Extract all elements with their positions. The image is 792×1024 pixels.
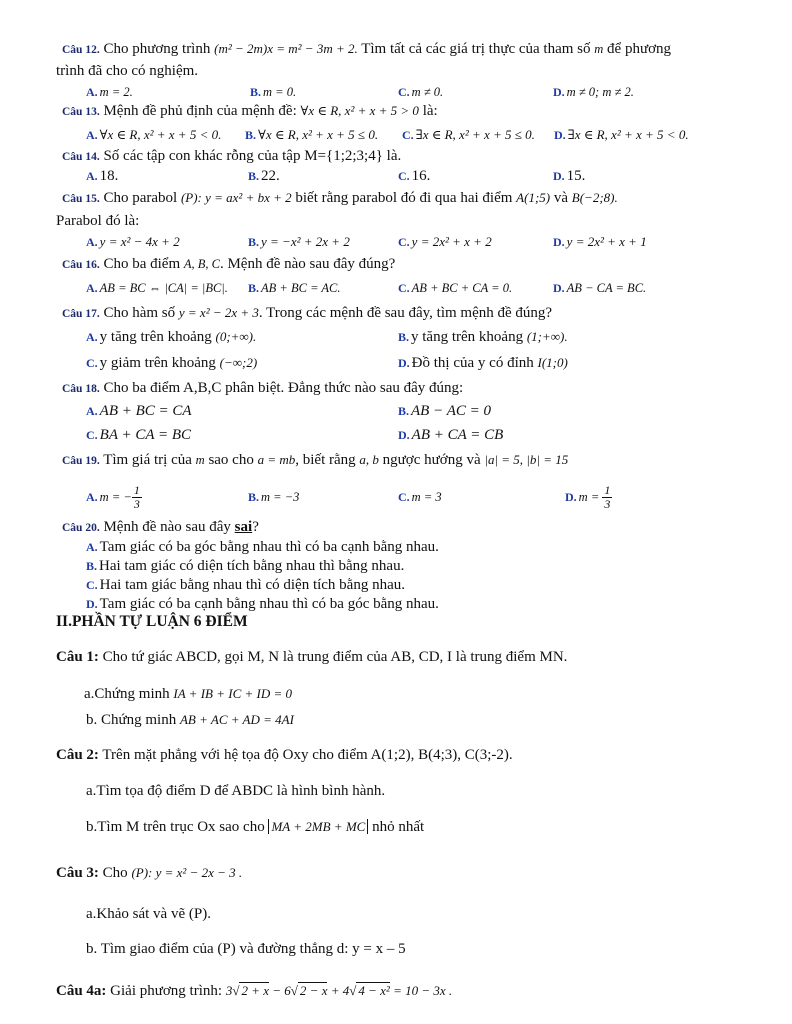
q15-stem-line2: Parabol đó là:	[56, 213, 140, 229]
q17-option-c[interactable]	[86, 354, 257, 372]
essay1-stem	[56, 648, 567, 666]
q12-stem-b: Tìm tất cả các giá trị thực của tham số	[361, 41, 591, 57]
option-text: AB − CA = BC.	[566, 281, 647, 295]
option-text: m =	[578, 490, 603, 504]
option-text: Đồ thị của y có đỉnh	[411, 355, 534, 371]
option-letter: A.	[86, 169, 98, 183]
option-letter: C.	[398, 281, 410, 295]
q18-stem	[62, 379, 463, 398]
option-text: AB + BC = AC.	[261, 281, 341, 295]
q12-option-b[interactable]	[250, 83, 296, 101]
option-letter: B.	[250, 85, 262, 99]
option-text: m = −3	[261, 490, 300, 504]
q20-stem	[62, 518, 259, 537]
option-letter: D.	[553, 235, 565, 249]
q12-stem-c: để phương	[607, 41, 672, 57]
q16-option-b[interactable]	[248, 279, 341, 297]
essay2-part-a: a.Tìm tọa độ điểm D để ABDC là hình bình hành.	[86, 783, 386, 799]
q15-point-b: B(−2;8).	[571, 190, 618, 205]
option-letter: C.	[86, 428, 98, 442]
option-letter: D.	[553, 281, 565, 295]
option-text: y = x² − 4x + 2	[99, 234, 180, 249]
essay4-stem	[56, 982, 452, 1000]
option-text: ∀x ∈ R, x² + x + 5 < 0.	[99, 127, 222, 142]
q18-option-c[interactable]	[86, 426, 191, 444]
q19-vectors: a, b	[359, 452, 379, 467]
q12-equation: (m² − 2m)x = m² − 3m + 2.	[214, 41, 358, 56]
q19-param: m	[195, 453, 205, 467]
option-text: m = 0.	[263, 85, 297, 99]
option-text: Tam giác có ba góc bằng nhau thì có ba cạnh bằng nhau.	[99, 539, 439, 555]
q19-option-c[interactable]	[398, 488, 442, 506]
option-letter: A.	[86, 85, 98, 99]
option-text: Tam giác có ba cạnh bằng nhau thì có ba góc bằng nhau.	[99, 596, 439, 612]
equation-rhs: = 10 − 3x .	[389, 983, 453, 998]
essay1-part-a-formula: IA + IB + IC + ID = 0	[173, 686, 293, 701]
fraction-numerator: 1	[133, 483, 140, 498]
q12-option-d[interactable]	[553, 83, 634, 101]
option-letter: B.	[248, 169, 260, 183]
q13-option-c[interactable]	[402, 126, 535, 144]
q16-label: Câu 16.	[62, 259, 100, 271]
q16-option-a[interactable]	[86, 279, 228, 297]
q19-option-d[interactable]	[565, 480, 612, 514]
q13-option-a[interactable]	[86, 126, 221, 144]
essay4-equation: 3√ 2 + x − 6√ 2 − x + 4√ 4 − x² = 10 − 3x .	[225, 983, 453, 998]
q12-stem-a: Cho phương trình	[103, 41, 211, 57]
essay2-part-b-tail: nhỏ nhất	[372, 819, 425, 835]
option-text: m = 3	[411, 490, 442, 504]
q14-stem	[62, 147, 401, 166]
fraction-denominator: 3	[604, 497, 611, 512]
q16-points: A, B, C	[183, 257, 220, 271]
q20-option-d[interactable]	[86, 595, 439, 613]
option-letter: B.	[248, 490, 260, 504]
essay1-part-a-label: a.Chứng minh	[84, 686, 170, 702]
q19-label: Câu 19.	[62, 455, 100, 467]
option-text: 18.	[99, 168, 119, 184]
option-text: 15.	[566, 168, 586, 184]
q15-formula: (P): y = ax² + bx + 2	[180, 190, 292, 205]
q19-stem-d: ngược hướng và	[382, 452, 481, 468]
q15-stem	[62, 189, 618, 208]
fraction-numerator: 1	[604, 483, 611, 498]
option-letter: B.	[248, 235, 260, 249]
q19-option-a-fraction	[132, 484, 142, 511]
essay3-stem-text: Cho	[102, 865, 128, 881]
q12-option-a[interactable]	[86, 83, 133, 101]
option-text: y giảm trên khoảng	[99, 355, 216, 371]
q15-conj: và	[553, 190, 569, 206]
option-text: y = 2x² + x + 2	[411, 234, 492, 249]
option-math: (0;+∞).	[215, 329, 257, 344]
q15-stem-a: Cho parabol	[103, 190, 178, 206]
option-letter: C.	[398, 490, 410, 504]
q13-option-b[interactable]	[245, 126, 378, 144]
q16-stem-b: . Mệnh đề nào sau đây đúng?	[219, 256, 396, 272]
option-letter: A.	[86, 128, 98, 142]
q19-relation: a = mb	[257, 452, 296, 467]
option-text: ∀x ∈ R, x² + x + 5 ≤ 0.	[258, 127, 379, 142]
q14-label: Câu 14.	[62, 151, 100, 163]
option-text: 16.	[411, 168, 431, 184]
q14-option-d[interactable]	[553, 167, 585, 185]
option-text: m ≠ 0.	[411, 85, 444, 99]
q13-stem-b: là:	[422, 103, 438, 119]
q14-option-b[interactable]	[248, 167, 280, 185]
essay3-formula: (P): y = x² − 2x − 3 .	[131, 865, 243, 880]
option-math: (1;+∞).	[526, 329, 568, 344]
option-letter: C.	[86, 356, 98, 370]
q16-stem-a: Cho ba điểm	[103, 256, 181, 272]
q17-label: Câu 17.	[62, 308, 100, 320]
q20-option-a[interactable]	[86, 538, 439, 556]
q16-stem	[62, 255, 395, 274]
q15-label: Câu 15.	[62, 193, 100, 205]
essay1-label: Câu 1:	[56, 649, 99, 665]
q12-param: m	[594, 42, 604, 56]
option-letter: A.	[86, 281, 98, 295]
essay3-label: Câu 3:	[56, 865, 99, 881]
section-title: II.PHẦN TỰ LUẬN 6 ĐIỂM	[56, 613, 248, 630]
essay2-label: Câu 2:	[56, 747, 99, 763]
essay1-stem-text: Cho tứ giác ABCD, gọi M, N là trung điểm của AB, CD, I là trung điểm MN.	[102, 649, 568, 665]
essay4-label: Câu 4a:	[56, 983, 107, 999]
option-text: m ≠ 0; m ≠ 2.	[566, 85, 634, 99]
option-letter: D.	[554, 128, 566, 142]
essay2-part-b-formula: MA + 2MB + MC	[268, 819, 368, 834]
q20-option-b[interactable]	[86, 557, 404, 575]
q15-stem-b: biết rằng parabol đó đi qua hai điểm	[295, 190, 513, 206]
q14-option-c[interactable]	[398, 167, 430, 185]
option-text: y tăng trên khoảng	[99, 329, 212, 345]
q17-stem-a: Cho hàm số	[103, 305, 176, 321]
q17-stem	[62, 304, 552, 323]
option-math: (−∞;2)	[219, 355, 258, 370]
option-text: Hai tam giác có diện tích bằng nhau thì bằng nhau.	[99, 558, 405, 574]
option-text: ∃x ∈ R, x² + x + 5 < 0.	[567, 127, 689, 142]
q20-stem-b: ?	[252, 519, 259, 535]
coef-1: 3	[225, 983, 233, 998]
option-text: m = −	[99, 490, 132, 504]
q17-option-d[interactable]	[398, 354, 568, 372]
q18-option-b[interactable]	[398, 402, 491, 420]
essay4-stem-text: Giải phương trình:	[110, 983, 223, 999]
q13-stem-a: Mệnh đề phủ định của mệnh đề:	[103, 103, 297, 119]
option-text: AB + CA = CB	[411, 427, 504, 443]
q12-option-c[interactable]	[398, 83, 443, 101]
radicand-2: 2 − x	[299, 983, 328, 998]
q19-stem-b: sao cho	[208, 452, 254, 468]
option-text: AB − AC = 0	[411, 403, 491, 419]
q18-option-d[interactable]	[398, 426, 503, 444]
option-text: y tăng trên khoảng	[411, 329, 524, 345]
coef-3: + 4	[327, 983, 350, 998]
q15-option-b[interactable]	[248, 233, 350, 251]
option-letter: B.	[245, 128, 257, 142]
option-letter: B.	[398, 330, 410, 344]
q12-stem-line2: trình đã cho có nghiệm.	[56, 63, 199, 79]
fraction-denominator: 3	[133, 497, 140, 512]
q19-option-b[interactable]	[248, 488, 299, 506]
option-letter: D.	[398, 356, 410, 370]
q18-label: Câu 18.	[62, 383, 100, 395]
q13-formula: ∀x ∈ R, x² + x + 5 > 0	[300, 103, 419, 118]
option-text: ∃x ∈ R, x² + x + 5 ≤ 0.	[415, 127, 535, 142]
option-letter: C.	[398, 169, 410, 183]
radicand-3: 4 − x²	[358, 983, 390, 998]
q19-stem-a: Tìm giá trị của	[103, 452, 192, 468]
option-letter: D.	[86, 597, 98, 611]
option-letter: C.	[86, 578, 98, 592]
essay1-part-b-label: b. Chứng minh	[86, 712, 177, 728]
option-letter: A.	[86, 330, 98, 344]
option-text: y = −x² + 2x + 2	[261, 234, 350, 249]
q19-stem-c: , biết rằng	[295, 452, 356, 468]
essay1-part-b	[86, 711, 294, 729]
essay2-stem-text: Trên mặt phẳng với hệ tọa độ Oxy cho điểm A(1;2), B(4;3), C(3;-2).	[102, 747, 513, 763]
q15-point-a: A(1;5)	[516, 190, 551, 205]
q13-label: Câu 13.	[62, 106, 100, 118]
option-letter: A.	[86, 540, 98, 554]
q12-label: Câu 12.	[62, 44, 100, 56]
essay2-part-b-label: b.Tìm M trên trục Ox sao cho	[86, 819, 265, 835]
option-letter: D.	[553, 85, 565, 99]
option-text: BA + CA = BC	[99, 427, 192, 443]
radicand-1: 2 + x	[241, 983, 269, 998]
q20-emphasis: sai	[234, 519, 253, 535]
option-math: I(1;0)	[537, 355, 568, 370]
essay2-stem	[56, 746, 513, 764]
q19-option-a[interactable]	[86, 480, 142, 514]
essay3-stem	[56, 864, 242, 882]
q17-option-a[interactable]	[86, 328, 256, 346]
option-text: Hai tam giác bằng nhau thì có diện tích bằng nhau.	[99, 577, 405, 593]
q20-option-c[interactable]	[86, 576, 405, 594]
essay3-part-b: b. Tìm giao điểm của (P) và đường thẳng d: y = x – 5	[86, 941, 406, 957]
q19-magnitudes: |a| = 5, |b| = 15	[484, 452, 569, 467]
option-text: AB = BC ⇔ |CA| = |BC|.	[99, 281, 228, 295]
q14-stem-text: Số các tập con khác rỗng của tập M={1;2;3;4} là.	[103, 148, 402, 164]
q15-option-a[interactable]	[86, 233, 180, 251]
option-text: m = 2.	[99, 85, 133, 99]
q13-stem	[62, 102, 438, 121]
essay1-part-b-formula: AB + AC + AD = 4AI	[179, 712, 294, 727]
q15-option-d[interactable]	[553, 233, 647, 251]
option-text: y = 2x² + x + 1	[566, 234, 647, 249]
q17-formula: y = x² − 2x + 3	[178, 305, 259, 320]
q15-option-c[interactable]	[398, 233, 492, 251]
option-letter: B.	[86, 559, 98, 573]
q19-option-d-fraction	[602, 484, 612, 511]
coef-2: − 6	[269, 983, 291, 998]
option-text: AB + BC = CA	[99, 403, 192, 419]
q17-option-b[interactable]	[398, 328, 568, 346]
q18-option-a[interactable]	[86, 402, 192, 420]
essay1-part-a	[84, 685, 292, 703]
option-letter: C.	[402, 128, 414, 142]
option-letter: A.	[86, 490, 98, 504]
q16-option-c[interactable]	[398, 279, 512, 297]
q20-label: Câu 20.	[62, 522, 100, 534]
q13-option-d[interactable]	[554, 126, 689, 144]
option-letter: D.	[553, 169, 565, 183]
essay3-part-a: a.Khảo sát và vẽ (P).	[86, 906, 211, 922]
q17-stem-b: . Trong các mệnh đề sau đây, tìm mệnh đề đúng?	[258, 305, 553, 321]
option-letter: C.	[398, 235, 410, 249]
q20-stem-a: Mệnh đề nào sau đây	[103, 519, 231, 535]
q19-stem	[62, 451, 568, 470]
option-letter: A.	[86, 404, 98, 418]
option-letter: D.	[565, 490, 577, 504]
q14-option-a[interactable]	[86, 167, 118, 185]
option-letter: A.	[86, 235, 98, 249]
option-letter: B.	[248, 281, 260, 295]
option-text: 22.	[261, 168, 280, 184]
option-letter: C.	[398, 85, 410, 99]
option-letter: D.	[398, 428, 410, 442]
q16-option-d[interactable]	[553, 279, 646, 297]
q12-stem	[62, 40, 671, 59]
option-text: AB + BC + CA = 0.	[411, 281, 513, 295]
q18-stem-text: Cho ba điểm A,B,C phân biệt. Đẳng thức nào sau đây đúng:	[103, 380, 464, 396]
essay2-part-b	[86, 818, 424, 836]
option-letter: B.	[398, 404, 410, 418]
